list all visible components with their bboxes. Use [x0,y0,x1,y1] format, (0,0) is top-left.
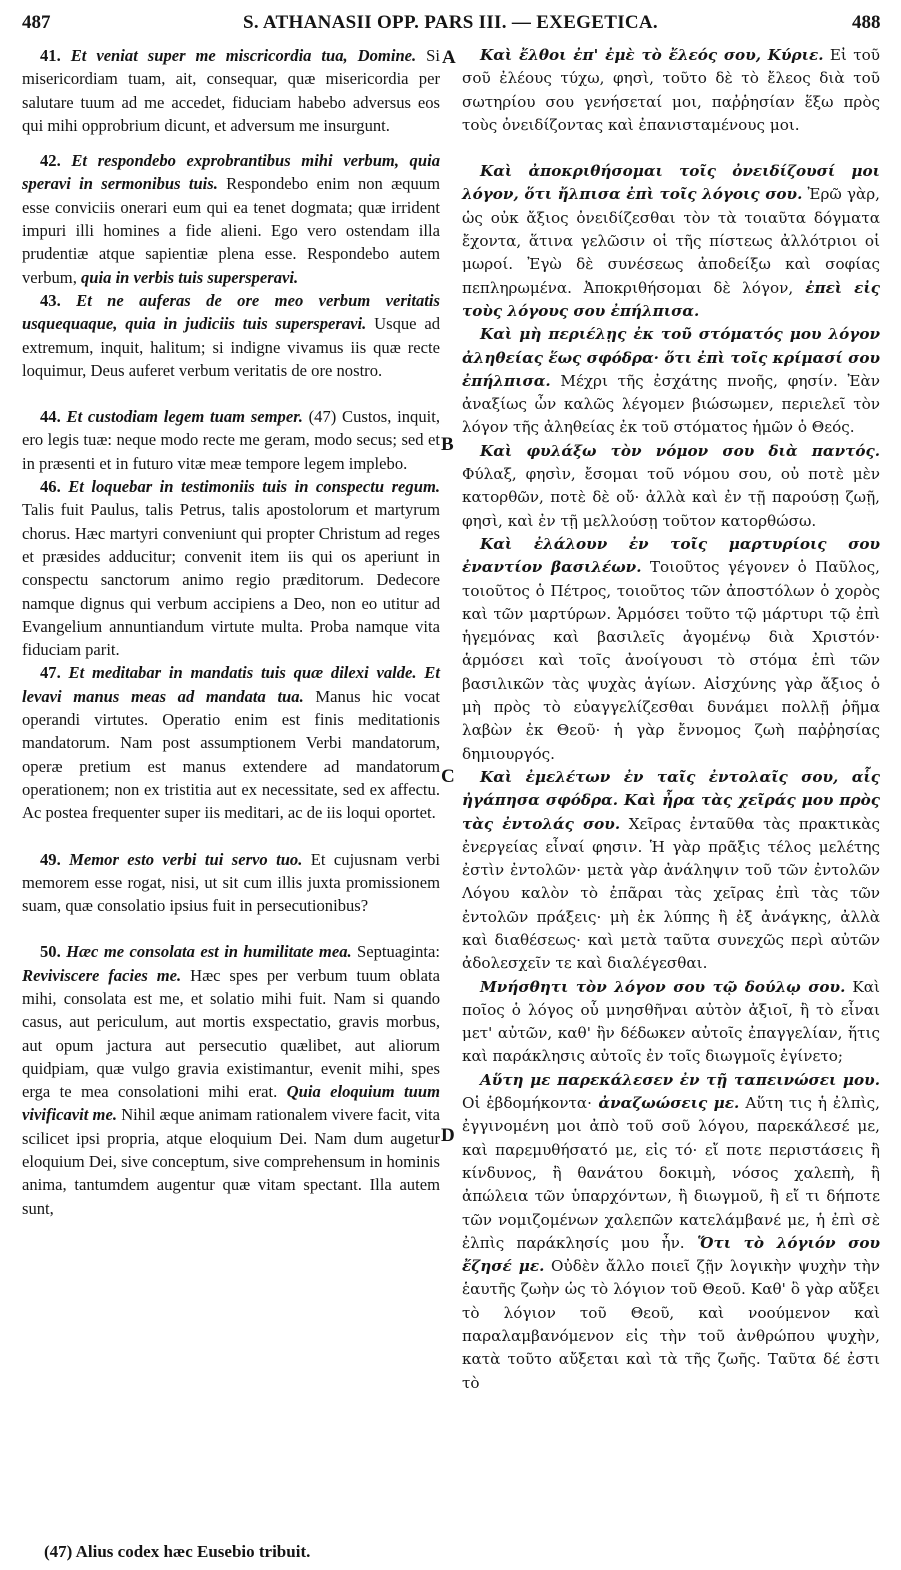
verse-lemma: Et respondebo exprobrantibus mihi verbum, quia speravi in sermonibus tuis. [22,151,440,194]
verse-lemma: Quia eloquium tuum vivificavit me. [22,1082,440,1125]
commentary-text: Ἐρῶ γὰρ, ὡς οὐκ ἄξιος ὀνειδίζεσθαι τὸν τὰ τοιαῦτα δόγματα ἔχοντα, ἅτινα γελῶσιν οἱ τῆς πίστεως ἀλλότριοι οἱ μωροί. Ἐγὼ δὲ συνέσεως ἀποδείξω καὶ σοφίας πεπληρωμένα. Ἀποκριθήσομαι δὲ λόγον, [462,185,880,297]
greek-column [462,44,880,1395]
verse-lemma: Et veniat super me miscricordia tua, Domine. [60,46,417,65]
verse-lemma: ἐπεὶ εἰς τοὺς λόγους σου ἐπήλπισα. [462,278,880,320]
commentary-text: Χεῖρας ἐνταῦθα τὰς πρακτικὰς ἐνεργείας εἶναί φησιν. Ἡ γὰρ πρᾶξις τέλος μελέτης ἐστὶν ἐντολῶν· μετὰ γὰρ ἀνάληψιν τοῦ τῶν ἐντολῶν Λόγου καλὸν τὸ ἐπᾶραι τὰς χεῖρας ἐπὶ τὰς τῶν ἐντολῶν πράξεις· μὴ ἐκ λύπης ἢ ἐξ ἀνάγκης, ἀλλὰ καὶ διαθέσεως· καὶ μετὰ ταῦτα συνεχῶς περὶ αὐτῶν ἀδολεσχεῖν τε καὶ διαλέγεσθαι. [462,814,880,973]
verse-lemma: Καὶ μὴ περιέλῃς ἐκ τοῦ στόματός μου λόγον ἀληθείας ἕως σφόδρα· ὅτι ἐπὶ τοῖς κρίμασί σου ἐπήλπισα. [462,325,880,390]
latin-paragraph-49 [22,848,440,918]
verse-lemma: Et custodiam legem tuam semper. [60,407,303,427]
commentary-text: Respondebo enim non æquum esse conviciis onerari eum qui ea tenet dogmata; quæ irrident impuri illi homines a fide alieni. Ego vero ostendam illa prudentiæ atque sapientiæ plena esse. Respondebo autem verbum, [22,174,440,287]
verse-lemma: Et meditabar in mandatis tuis quæ dilexi valde. Et levavi manus meas ad mandata tua. [22,663,440,706]
commentary-text: Et cujusnam verbi memorem esse rogat, nisi, ut sit cum illis juxta promissionem suam, quæ consolatio ipsius fuit in persecutionibus? [22,849,440,916]
verse-number: 43. [40,290,61,310]
page-number-left: 487 [22,12,51,33]
latin-paragraph-44 [22,405,440,475]
greek-paragraph-50 [462,1069,880,1395]
margin-marker-b: B [441,434,454,455]
running-header [0,12,901,42]
verse-lemma: Καὶ ἐμελέτων ἐν ταῖς ἐντολαῖς σου, αἷς ἠγάπησα σφόδρα. Καὶ ἦρα τὰς χεῖράς μου πρὸς τὰς ἐντολάς σου. [462,767,880,833]
commentary-text: Si misericordiam tuam, ait, consequar, quæ misericordia per salutare tuum ad me accedet, fiduciam habebo adversus eos qui mihi opprobrium dicunt, et adversum me insurgunt. [22,46,440,135]
verse-lemma: ἀναζωώσεις με. [591,1094,740,1113]
verse-lemma: Memor esto verbi tui servo tuo. [60,849,303,869]
latin-paragraph-42 [22,149,440,289]
verse-number: 47. [40,663,61,683]
greek-paragraph-44 [462,440,880,533]
commentary-text: Manus hic vocat operandi virtutes. Operatio enim est finis meditationis mandatorum. Nam post assumptionem Verbi mandatorum, operæ pretium est manus extendere ad mandatorum operationem; non ex tristitia aut ex necessitate, sed ex affectu. Ac postea frequenter super iis meditari, ac de iis loqui oportet. [22,686,441,823]
latin-paragraph-41 [22,44,440,137]
verse-number: 49. [40,849,61,869]
verse-lemma: Ὅτι τὸ λόγιόν σου ἔζησέ με. [462,1233,881,1276]
verse-number: 46. [40,477,61,497]
verse-lemma: Καὶ ἔλθοι ἐπ' ἐμὲ τὸ ἔλεός σου, Κύριε. [480,46,824,64]
running-title: S. ATHANASII OPP. PARS III. — EXEGETICA. [243,12,658,33]
verse-lemma: Μνήσθητι τὸν λόγον σου τῷ δούλῳ σου. [480,977,846,996]
verse-lemma: quia in verbis tuis supersperavi. [76,267,299,287]
margin-marker-c: C [441,766,455,787]
verse-lemma: Et ne auferas de ore meo verbum veritatis usquequaque, quia in judiciis tuis supersperavi. [22,290,440,334]
verse-number: 41. [40,46,61,65]
commentary-text: Εἰ τοῦ σοῦ ἐλέους τύχω, φησὶ, τοῦτο δὲ τὸ ἔλεος διὰ τοῦ σωτηρίου σου γενήσεταί μοι, παῤῥησίαν ἕξω πρὸς τοὺς ὀνειδίζοντας καὶ ἐπανισταμένους μοι. [462,46,880,134]
greek-paragraph-42 [462,160,880,323]
verse-lemma: Καὶ ἀποκριθήσομαι τοῖς ὀνειδίζουσί μοι λόγον, ὅτι ἤλπισα ἐπὶ τοῖς λόγοις σου. [462,162,880,204]
greek-paragraph-41 [462,44,880,137]
greek-paragraph-46 [462,533,880,766]
latin-paragraph-46 [22,475,440,661]
page-number-right: 488 [852,12,881,33]
commentary-text: Οἱ ἑβδομήκοντα· [462,1094,592,1113]
commentary-text: Φύλαξ, φησὶν, ἔσομαι τοῦ νόμου σου, οὐ ποτὲ μὲν κατορθῶν, ποτὲ δὲ οὔ· ἀλλὰ καὶ ἐν τῇ παρούσῃ ζωῇ, φησὶ, καὶ ἐν τῇ μελλούσῃ τοῦτον κατορθώσω. [462,465,880,530]
commentary-text: Τοιοῦτος γέγονεν ὁ Παῦλος, τοιοῦτος ὁ Πέτρος, τοιοῦτος τῶν ἀποστόλων ὁ χορὸς καὶ τῶν μαρτύρων. Ἁρμόσει τοῦτο τῷ μάρτυρι τῷ ἐπὶ ἡγεμόνας καὶ βασιλεῖς ἀγομένῳ διὰ Χριστόν· ἁρμόσει καὶ τοῖς ἀνοίγουσι τὸ στόμα ἐπὶ τῶν βασιλικῶν τὰς ψυχὰς ἁγίων. Αἰσχύνης γὰρ ἄξιος ὁ μὴ πρὸς τὸ εὐαγγελίζεσθαι δυνάμει πολλῇ ῥῆμα λαβὼν ἐκ Θεοῦ· ἡ γὰρ ἔννομος ζωὴ παῤῥησίας δημιουργός. [462,558,880,763]
greek-paragraph-47 [462,766,880,976]
verse-lemma: Et loquebar in testimoniis tuis in conspectu regum. [60,477,440,497]
greek-paragraph-49 [462,976,880,1069]
verse-number: 50. [40,942,61,962]
commentary-text: Nihil æque animam rationalem vivere facit, vita scilicet ipsi propria, atque eloquium Dei. Nam dum augetur eloquium Dei, sive conceptum, sive comprehensum in hominis anima, tantumdem augentur quæ vitam spectant. Illa autem sunt, [22,1105,440,1218]
commentary-text: Καὶ ποῖος ὁ λόγος οὗ μνησθῆναι αὐτὸν ἀξιοῖ, ἢ τὸ εἶναι μετ' αὐτῶν, καθ' ἣν δέδωκεν αὐτοῖς ἐπαγγελίαν, ἥτις καὶ παράκλησις αὐτοῖς ἐν τοῖς διωγμοῖς ἐγίνετο; [462,977,880,1066]
verse-lemma: Hæc me consolata est in humilitate mea. [60,942,352,962]
commentary-text: Αὕτη τις ἡ ἐλπὶς, ἐγγινομένη μοι ἀπὸ τοῦ σοῦ λόγου, παρεκάλεσέ με, καὶ παρεμυθήσατό με, εἰς τό· εἴ ποτε περιστάσεις ἢ κίνδυνος, ἢ θανάτου δοκιμὴ, νόσος χαλεπὴ, ἢ ἀπώλεια τῶν ὑπαρχόντων, ἢ διωγμοῦ, ἢ εἴ τι δήποτε τῶν νομιζομένων χαλεπῶν κατελάμβανέ με, ἡ ἐπὶ σὲ ἐλπὶς παράκλησίς μου ἦν. [462,1094,880,1252]
commentary-text: Septuaginta: [351,942,440,962]
commentary-text: Talis fuit Paulus, talis Petrus, talis apostolorum et martyrum chorus. Hæc martyri conveniunt qui propter Christum ad reges et præsides adducitur; convenit item iis qui os aperiunt in conspectu sanctorum animo regio præditorum. Dedecore namque dignus qui verbum accipiens a Deo, non eo utitur ad Evangelium annuntiandum virtute multa. Proba namque vita fiduciam parit. [22,500,440,660]
commentary-text: Οὐδὲν ἄλλο ποιεῖ ζῇν λογικὴν ψυχὴν τὴν ἑαυτῆς ζωὴν ὡς τὸ λόγιον τοῦ Θεοῦ. Καθ' ὃ γὰρ αὔξει τὸ λόγιον τοῦ Θεοῦ, καὶ νοούμενον καὶ παραλαμβανόμενον εἰς τὴν τοῦ ἀνθρώπου ψυχὴν, κατὰ τοῦτο αὔξεται καὶ τὰ τῆς ζωῆς. Ταῦτα δέ ἐστι τὸ [462,1257,880,1392]
latin-paragraph-43 [22,289,440,382]
verse-number: 44. [40,407,61,427]
verse-lemma: Καὶ φυλάξω τὸν νόμον σου διὰ παντός. [480,441,880,460]
footnote: (47) Alius codex hæc Eusebio tribuit. [44,1542,311,1561]
margin-marker-d: D [441,1125,455,1146]
commentary-text: (47) Custos, inquit, ero legis tuæ: neque modo recte me geram, modo secus; sed et in præsenti et in futuro vitæ meæ tempore legem implebo. [22,407,440,473]
latin-paragraph-47 [22,661,440,824]
verse-lemma: Reviviscere facies me. [22,965,182,985]
latin-paragraph-50 [22,940,440,1220]
greek-paragraph-43 [462,323,880,439]
verse-lemma: Αὕτη με παρεκάλεσεν ἐν τῇ ταπεινώσει μου. [480,1070,880,1089]
margin-marker-a: A [442,47,456,68]
verse-number: 42. [40,151,61,171]
latin-column [22,44,440,1220]
commentary-text: Μέχρι τῆς ἐσχάτης πνοῆς, φησίν. Ἐὰν ἀναξίως ὦν καλῶς λέγομεν βιώσωμεν, περιελεῖ τὸν λόγον τῆς ἀληθείας ἐκ τοῦ στόματος ἡμῶν ὁ Θεός. [462,371,880,437]
commentary-text: Hæc spes per verbum tuum oblata mihi, consolata est me, et solatio mihi fuit. Nam si quando casus, aut periculum, aut mortis exspectatio, gravis morbus, aut opum jactura aut persecutio quælibet, aut aliorum quidpiam, quæ vulgo gravia existimantur, evenit mihi, spes erga te mea consolationi mihi erat. [22,965,441,1102]
commentary-text: Usque ad extremum, inquit, halitum; si indigne vivamus iis quæ recte loquimur, Deus auferet verbum veritatis de ore nostro. [22,314,441,380]
verse-lemma: Καὶ ἐλάλουν ἐν τοῖς μαρτυρίοις σου ἐναντίον βασιλέων. [462,534,880,577]
